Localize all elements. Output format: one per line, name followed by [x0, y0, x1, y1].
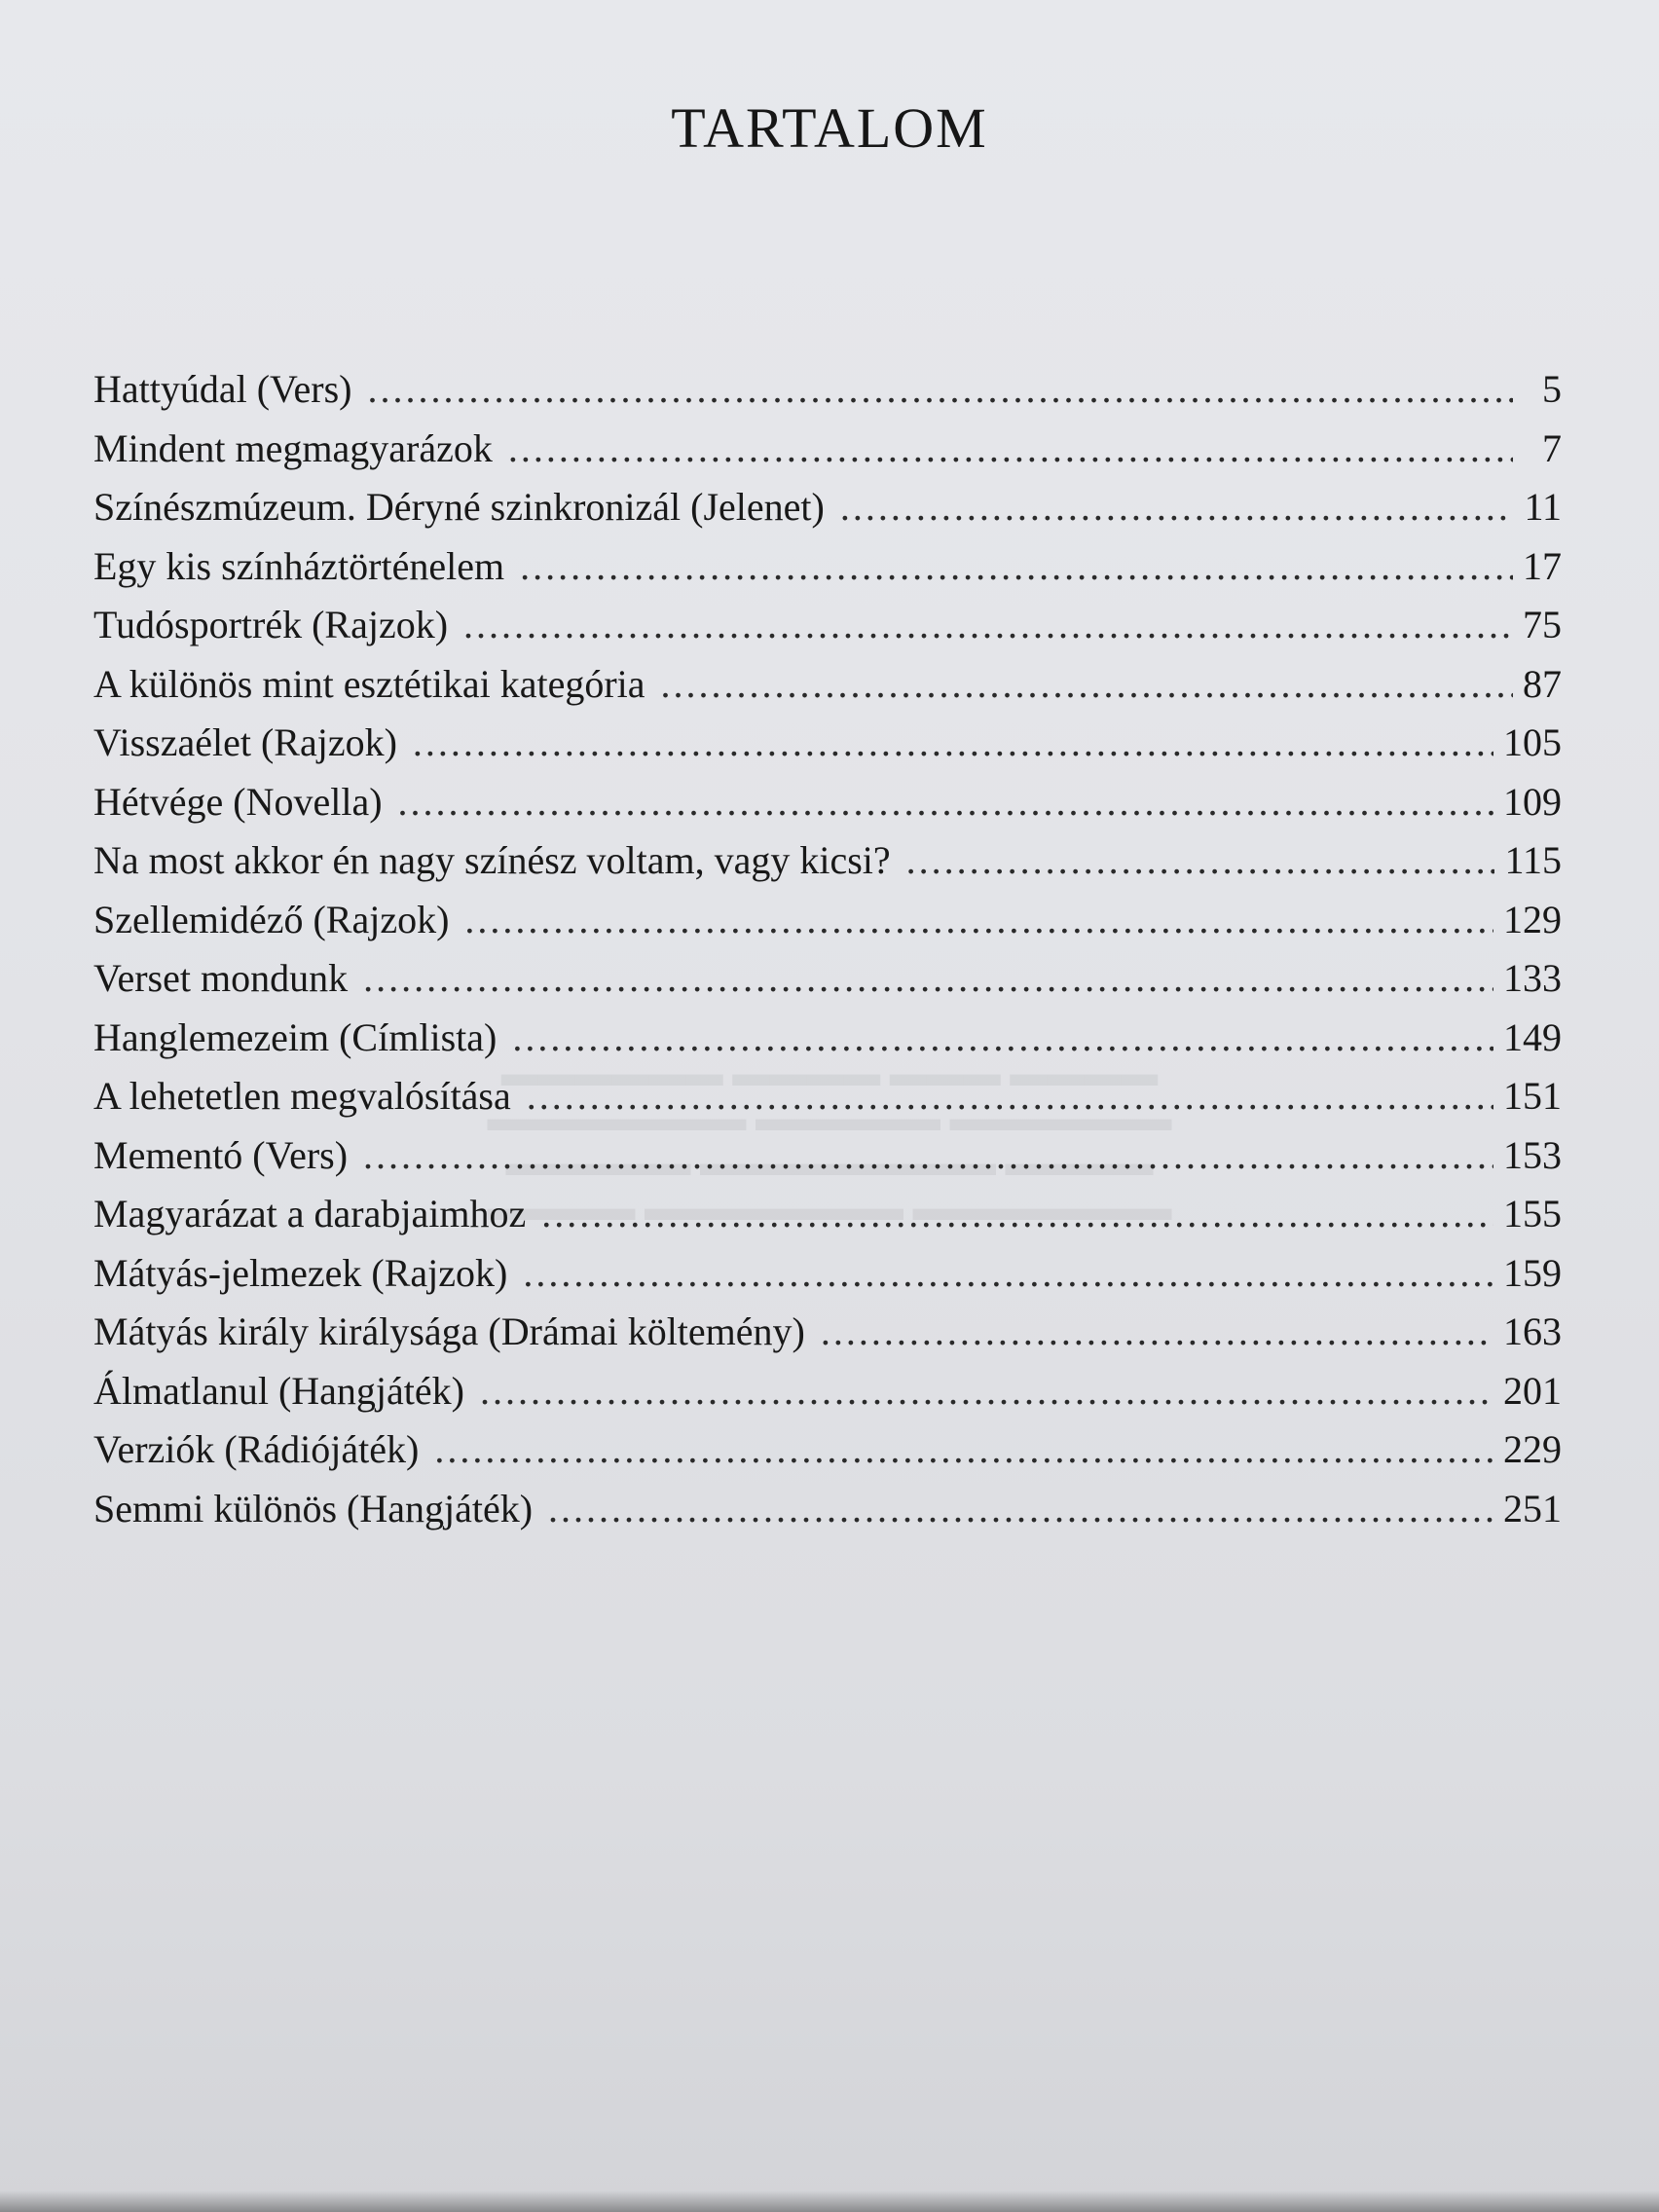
toc-entry [93, 779, 1562, 838]
toc-leader-dots [434, 1426, 1493, 1472]
toc-entry [93, 484, 1562, 543]
toc-leader-dots [508, 425, 1513, 471]
toc-entry-page: 163 [1503, 1309, 1562, 1353]
toc-entry-page: 229 [1503, 1427, 1562, 1471]
toc-entry-page: 155 [1503, 1192, 1562, 1235]
toc-leader-dots [480, 1368, 1493, 1414]
toc-entry-title: Álmatlanul (Hangjáték) [93, 1368, 464, 1413]
toc-entry-page: 5 [1542, 367, 1562, 411]
toc-entry [93, 366, 1562, 425]
toc-leader-dots [520, 543, 1513, 589]
toc-leader-dots [464, 897, 1493, 942]
toc-leader-dots [463, 602, 1513, 647]
toc-entry-page: 153 [1503, 1132, 1562, 1177]
toc-entry [93, 1191, 1562, 1250]
toc-entry-page: 201 [1503, 1368, 1562, 1413]
toc-entry-page: 109 [1503, 779, 1562, 824]
toc-entry [93, 1426, 1562, 1486]
toc-leader-dots [541, 1191, 1493, 1236]
toc-entry [93, 1486, 1562, 1545]
toc-leader-dots [367, 366, 1513, 412]
toc-entry-page: 75 [1523, 603, 1562, 646]
toc-entry-title: Verziók (Rádiójáték) [93, 1427, 420, 1471]
toc-entry-title: Mátyás-jelmezek (Rajzok) [93, 1250, 508, 1295]
show-through-texture: ▬▬▬▬▬▬ ▬▬▬▬ ▬▬▬ ▬▬▬▬ ▬▬▬▬▬▬▬ ▬▬▬▬▬ ▬▬▬▬▬▬ ▬▬▬▬▬ ▬▬▬▬▬▬▬▬ ▬▬▬▬ ▬▬▬▬ ▬▬▬▬▬▬▬ ▬▬▬▬▬▬▬ [487, 1053, 1172, 1229]
toc-entry [93, 1368, 1562, 1427]
toc-leader-dots [363, 1132, 1493, 1178]
toc-entry-title: Visszaélet (Rajzok) [93, 720, 397, 764]
toc-entry [93, 837, 1562, 897]
toc-leader-dots [527, 1073, 1493, 1119]
toc-entry [93, 1132, 1562, 1192]
toc-entry [93, 1309, 1562, 1368]
toc-entry-page: 159 [1503, 1250, 1562, 1295]
toc-entry-title: Színészmúzeum. Déryné szinkronizál (Jelenet) [93, 485, 825, 529]
toc-entry-page: 115 [1504, 838, 1562, 882]
toc-entry [93, 425, 1562, 485]
toc-leader-dots [523, 1250, 1493, 1296]
toc-leader-dots [363, 955, 1493, 1001]
toc-entry [93, 543, 1562, 603]
toc-entry-title: Szellemidéző (Rajzok) [93, 897, 450, 941]
toc-entry [93, 897, 1562, 956]
toc-entry [93, 661, 1562, 720]
page-bottom-edge [0, 2191, 1659, 2212]
toc-entry-page: 129 [1503, 897, 1562, 941]
toc-entry-page: 87 [1523, 661, 1562, 706]
toc-leader-dots [906, 837, 1495, 883]
toc-entry [93, 1250, 1562, 1309]
toc-entry-page: 105 [1503, 720, 1562, 764]
toc-leader-dots [840, 484, 1513, 530]
toc-leader-dots [661, 661, 1513, 707]
toc-entry-page: 17 [1523, 543, 1562, 588]
toc-leader-dots [413, 719, 1493, 765]
toc-entry [93, 719, 1562, 779]
toc-entry-page: 251 [1503, 1486, 1562, 1530]
toc-entry-page: 149 [1503, 1014, 1562, 1059]
toc-entry-title: A lehetetlen megvalósítása [93, 1074, 511, 1118]
toc-entry-title: Tudósportrék (Rajzok) [93, 603, 449, 646]
toc-entry-page: 133 [1503, 956, 1562, 1000]
toc-leader-dots [821, 1309, 1493, 1354]
toc-entry-page: 7 [1542, 425, 1562, 470]
toc-entry-title: Mindent megmagyarázok [93, 425, 493, 470]
toc-entry-title: Hétvége (Novella) [93, 779, 383, 824]
toc-entry-title: Hattyúdal (Vers) [93, 367, 352, 411]
page-title: TARTALOM [671, 96, 988, 160]
toc-entry-title: Na most akkor én nagy színész voltam, vagy kicsi? [93, 838, 891, 882]
table-of-contents [93, 366, 1562, 1544]
toc-entry-title: Egy kis színháztörténelem [93, 543, 505, 588]
toc-entry [93, 955, 1562, 1014]
toc-entry-title: Magyarázat a darabjaimhoz [93, 1192, 527, 1235]
toc-leader-dots [512, 1014, 1493, 1060]
toc-entry-title: Mementó (Vers) [93, 1132, 349, 1177]
toc-entry-page: 151 [1503, 1074, 1562, 1118]
toc-entry-title: Mátyás király királysága (Drámai költemény) [93, 1309, 805, 1353]
toc-entry [93, 1073, 1562, 1132]
toc-entry-title: A különös mint esztétikai kategória [93, 661, 645, 706]
toc-leader-dots [548, 1486, 1493, 1531]
toc-entry-title: Semmi különös (Hangjáték) [93, 1486, 534, 1530]
toc-entry [93, 1014, 1562, 1074]
toc-entry-page: 11 [1524, 485, 1562, 529]
toc-entry [93, 602, 1562, 661]
toc-leader-dots [398, 779, 1493, 825]
toc-entry-title: Hanglemezeim (Címlista) [93, 1014, 498, 1059]
toc-entry-title: Verset mondunk [93, 956, 349, 1000]
